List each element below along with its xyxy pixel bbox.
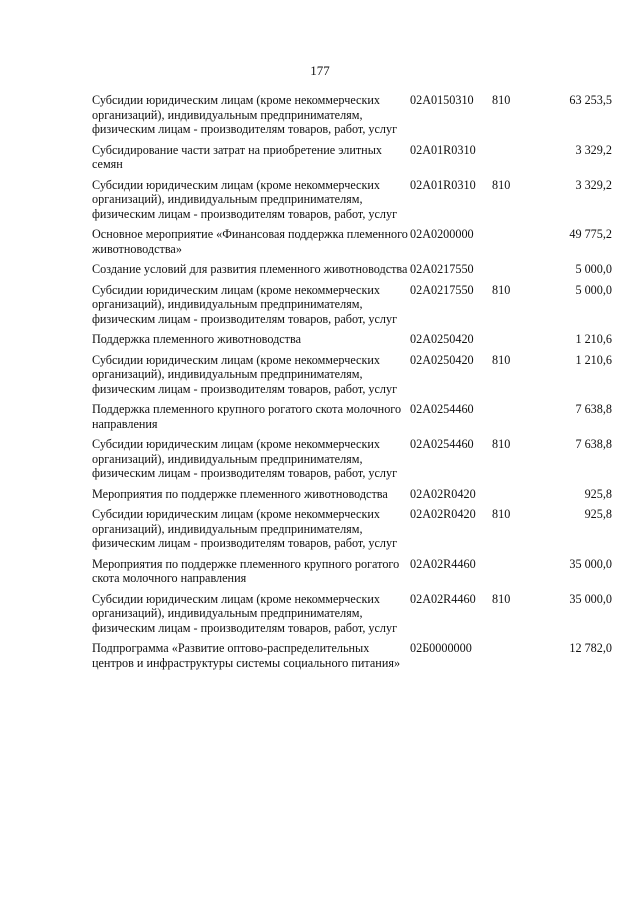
- table-row: [92, 592, 612, 636]
- row-code: 02А01R0310: [410, 142, 476, 157]
- row-sum: 3 329,2: [575, 177, 612, 192]
- row-type: 810: [492, 282, 511, 297]
- row-code: 02А02R4460: [410, 556, 476, 571]
- row-code: 02А0217550: [410, 282, 474, 297]
- row-type: 810: [492, 591, 511, 606]
- row-code: 02Б0000000: [410, 641, 472, 655]
- row-type: 810: [492, 507, 511, 521]
- row-name: Основное мероприятие «Финансовая поддержка племенного животноводства»: [92, 227, 408, 256]
- row-code: 02А0217550: [410, 262, 474, 276]
- row-code: 02А0250420: [410, 332, 474, 346]
- table-row: [92, 262, 612, 277]
- row-sum: 35 000,0: [569, 591, 612, 606]
- row-code: 02А01R0310: [410, 177, 476, 192]
- row-sum: 3 329,2: [575, 142, 612, 157]
- table-row: [92, 178, 612, 222]
- row-sum: 7 638,8: [575, 437, 612, 451]
- row-sum: 12 782,0: [569, 641, 612, 655]
- row-name: Подпрограмма «Развитие оптово-распределительных центров и инфраструктуры системы социального питания»: [92, 641, 401, 670]
- row-sum: 925,8: [584, 486, 612, 501]
- table-row: [92, 487, 612, 502]
- row-type: 810: [492, 93, 511, 107]
- row-name: Субсидии юридическим лицам (кроме некоммерческих организаций), индивидуальным предпринимателям, физическим лицам - производителям товаров, работ, услуг: [92, 352, 398, 396]
- row-code: 02А0254460: [410, 402, 474, 416]
- row-name: Субсидии юридическим лицам (кроме некоммерческих организаций), индивидуальным предпринимателям, физическим лицам - производителям товаров, работ, услуг: [92, 177, 398, 221]
- table-row: [92, 507, 612, 551]
- table-row: [92, 93, 612, 137]
- table-row: [92, 143, 612, 172]
- row-sum: 1 210,6: [575, 332, 612, 346]
- table-row: [92, 227, 612, 256]
- row-sum: 63 253,5: [569, 93, 612, 107]
- table-row: [92, 557, 612, 586]
- table-row: [92, 353, 612, 397]
- row-code: 02А0250420: [410, 352, 474, 367]
- table-row: [92, 402, 612, 431]
- row-name: Мероприятия по поддержке племенного крупного рогатого скота молочного направления: [92, 556, 400, 585]
- row-sum: 7 638,8: [575, 402, 612, 416]
- row-name: Субсидирование части затрат на приобретение элитных семян: [92, 142, 382, 171]
- table-row: [92, 283, 612, 327]
- page-number: 177: [310, 63, 330, 78]
- row-sum: 925,8: [584, 507, 612, 521]
- row-code: 02А02R0420: [410, 486, 476, 501]
- row-type: 810: [492, 437, 511, 451]
- row-code: 02А02R4460: [410, 591, 476, 606]
- row-sum: 5 000,0: [575, 282, 612, 297]
- row-code: 02А02R0420: [410, 507, 476, 521]
- row-type: 810: [492, 177, 511, 192]
- budget-table: [92, 93, 612, 676]
- row-name: Поддержка племенного крупного рогатого скота молочного направления: [92, 402, 402, 431]
- row-code: 02А0150310: [410, 93, 474, 107]
- table-row: [92, 332, 612, 347]
- row-name: Поддержка племенного животноводства: [92, 332, 302, 346]
- table-row: [92, 641, 612, 670]
- row-name: Субсидии юридическим лицам (кроме некоммерческих организаций), индивидуальным предпринимателям, физическим лицам - производителям товаров, работ, услуг: [92, 282, 398, 326]
- row-name: Субсидии юридическим лицам (кроме некоммерческих организаций), индивидуальным предпринимателям, физическим лицам - производителям товаров, работ, услуг: [92, 437, 398, 480]
- row-sum: 35 000,0: [569, 556, 612, 571]
- row-code: 02А0254460: [410, 437, 474, 451]
- row-name: Создание условий для развития племенного животноводства: [92, 262, 408, 276]
- row-sum: 49 775,2: [569, 227, 612, 241]
- table-row: [92, 437, 612, 481]
- row-name: Субсидии юридическим лицам (кроме некоммерческих организаций), индивидуальным предпринимателям, физическим лицам - производителям товаров, работ, услуг: [92, 591, 398, 635]
- row-sum: 1 210,6: [575, 352, 612, 367]
- row-code: 02А0200000: [410, 227, 474, 241]
- row-sum: 5 000,0: [575, 262, 612, 276]
- row-type: 810: [492, 352, 511, 367]
- row-name: Мероприятия по поддержке племенного животноводства: [92, 486, 388, 501]
- row-name: Субсидии юридическим лицам (кроме некоммерческих организаций), индивидуальным предпринимателям, физическим лицам - производителям товаров, работ, услуг: [92, 93, 398, 136]
- row-name: Субсидии юридическим лицам (кроме некоммерческих организаций), индивидуальным предпринимателям, физическим лицам - производителям товаров, работ, услуг: [92, 507, 398, 550]
